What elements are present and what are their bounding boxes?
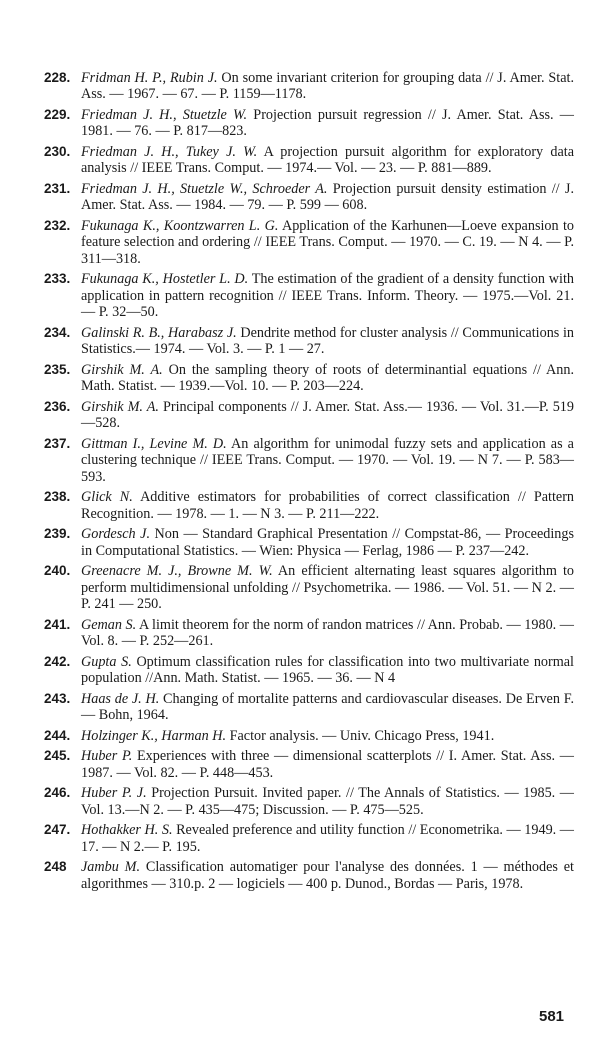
reference-entry [44, 748, 574, 781]
reference-entry [44, 218, 574, 267]
reference-entry [44, 785, 574, 818]
reference-authors: Haas de J. H. [81, 690, 160, 707]
reference-number: 235. [44, 361, 71, 377]
reference-number: 228. [44, 70, 71, 85]
reference-text: Projection pursuit regression // J. Amer. Stat. Ass. — 1981. — 76. — P. 817—823. [81, 107, 574, 140]
reference-text: Changing of mortalite patterns and cardiovascular diseases. De Erven F. — Bohn, 1964. [81, 690, 574, 724]
reference-body [81, 181, 574, 214]
reference-entry [44, 271, 574, 320]
reference-number: 243. [44, 690, 71, 706]
reference-entry [44, 859, 574, 892]
page-number: 581 [539, 1008, 565, 1025]
reference-authors: Girshik M. A. [81, 398, 159, 415]
reference-entry [44, 70, 574, 103]
reference-authors: Fridman H. P., Rubin J. [81, 70, 218, 86]
reference-body [81, 70, 574, 103]
reference-entry [44, 107, 574, 140]
reference-text: An efficient alternating least squares algorithm to perform multidimensional unfolding // Psychometrika. — 1986. — Vol. 51. — N 2. — P. 241 — 250. [81, 563, 574, 613]
reference-authors: Gupta S. [81, 653, 132, 670]
reference-body [81, 822, 574, 855]
reference-authors: Greenacre M. J., Browne M. W. [81, 563, 273, 580]
reference-body [81, 563, 574, 612]
reference-authors: Jambu M. [81, 859, 141, 876]
reference-number: 236. [44, 398, 71, 414]
reference-authors: Girshik M. A. [81, 361, 163, 378]
reference-number: 239. [44, 526, 71, 542]
reference-body [81, 859, 574, 892]
reference-entry [44, 563, 574, 612]
reference-entry [44, 654, 574, 687]
reference-text: Principal components // J. Amer. Stat. Ass.— 1936. — Vol. 31.—P. 519—528. [81, 398, 574, 432]
reference-text: Optimum classification rules for classification into two multivariate normal population //Ann. Math. Statist. — 1965. — 36. — N 4 [81, 653, 574, 687]
reference-entry [44, 617, 574, 650]
reference-authors: Galinski R. B., Harabasz J. [81, 324, 237, 341]
reference-entry [44, 144, 574, 177]
reference-authors: Geman S. [81, 616, 137, 633]
reference-authors: Fukunaga K., Koontzwarren L. G. [81, 218, 279, 234]
reference-body [81, 271, 574, 320]
reference-text: A limit theorem for the norm of randon matrices // Ann. Probab. — 1980. — Vol. 8. — P. 252—261. [81, 616, 574, 650]
reference-text: Additive estimators for probabilities of correct classification // Pattern Recognition. — 1978. — 1. — N 3. — P. 211—222. [81, 489, 575, 522]
reference-authors: Friedman J. H., Stuetzle W. [81, 107, 248, 123]
reference-text: Non — Standard Graphical Presentation // Compstat-86, — Proceedings in Computational Statistics. — Wien: Physica — Ferlag, 1986 — P. 237—242. [81, 526, 574, 559]
reference-number: 234. [44, 324, 71, 340]
reference-body [81, 526, 574, 559]
reference-number: 246. [44, 785, 71, 801]
reference-text: Application of the Karhunen—Loeve expansion to feature selection and ordering // IEEE Trans. Comput. — 1970. — C. 19. — N 4. — P. 311—318. [81, 218, 574, 267]
reference-authors: Glick N. [81, 489, 133, 506]
reference-text: An algorithm for unimodal fuzzy sets and application as a clustering technique // IEEE Trans. Comput. — 1970. — Vol. 19. — N 7. — P. 583—593. [81, 435, 574, 485]
reference-authors: Huber P. [81, 748, 133, 765]
reference-body [81, 617, 574, 650]
reference-body [81, 144, 574, 177]
reference-body [81, 399, 574, 432]
reference-body [81, 489, 574, 522]
reference-text: Classification automatiger pour l'analyse des données. 1 — méthodes et algorithmes — 310.p. 2 — logiciels — 400 p. Dunod., Bordas — Paris, 1978. [81, 859, 574, 892]
reference-number: 241. [44, 616, 71, 632]
reference-number: 244. [44, 727, 71, 743]
reference-body [81, 362, 574, 395]
reference-number: 240. [44, 563, 71, 579]
reference-text: Factor analysis. — Univ. Chicago Press, 1941. [226, 727, 495, 744]
reference-entry [44, 822, 574, 855]
reference-authors: Fukunaga K., Hostetler L. D. [81, 271, 249, 288]
reference-list [44, 70, 574, 896]
reference-entry [44, 436, 574, 485]
reference-body [81, 325, 574, 358]
reference-body [81, 107, 574, 140]
reference-number: 229. [44, 107, 71, 122]
reference-authors: Holzinger K., Harman H. [81, 727, 227, 744]
reference-number: 231. [44, 181, 71, 196]
reference-authors: Hothakker H. S. [81, 822, 173, 839]
reference-number: 237. [44, 435, 71, 451]
reference-entry [44, 489, 574, 522]
reference-number: 232. [44, 218, 71, 233]
reference-entry [44, 181, 574, 214]
reference-body [81, 785, 574, 818]
reference-text: The estimation of the gradient of a density function with application in pattern recognition // IEEE Trans. Inform. Theory. — 1975.—Vol. 21. — P. 32—50. [81, 271, 574, 321]
reference-text: Projection pursuit density estimation // J. Amer. Stat. Ass. — 1984. — 79. — P. 599 — 608. [81, 181, 574, 214]
reference-entry [44, 362, 574, 395]
reference-number: 247. [44, 822, 71, 838]
reference-entry [44, 526, 574, 559]
reference-authors: Gittman I., Levine M. D. [81, 435, 227, 452]
reference-body [81, 691, 574, 724]
reference-number: 248 [44, 859, 67, 875]
reference-number: 233. [44, 271, 71, 287]
reference-number: 238. [44, 489, 71, 505]
reference-entry [44, 399, 574, 432]
reference-number: 245. [44, 748, 71, 764]
reference-entry [44, 691, 574, 724]
reference-text: Experiences with three — dimensional scatterplots // I. Amer. Stat. Ass. — 1987. — Vol. 82. — P. 448—453. [81, 748, 574, 781]
reference-text: Projection Pursuit. Invited paper. // The Annals of Statistics. — 1985. — Vol. 13.—N 2. — P. 435—475; Discussion. — P. 475—525. [81, 785, 574, 818]
reference-body [81, 218, 574, 267]
reference-entry [44, 325, 574, 358]
reference-authors: Friedman J. H., Stuetzle W., Schroeder A. [81, 181, 328, 197]
reference-body [81, 436, 574, 485]
reference-body [81, 748, 574, 781]
reference-authors: Friedman J. H., Tukey J. W. [81, 144, 258, 160]
reference-body [81, 728, 574, 744]
reference-entry [44, 728, 574, 744]
reference-text: Revealed preference and utility function // Econometrika. — 1949. — 17. — N 2.— P. 195. [81, 822, 574, 855]
reference-authors: Gordesch J. [81, 526, 150, 543]
reference-body [81, 654, 574, 687]
reference-text: On some invariant criterion for grouping data // J. Amer. Stat. Ass. — 1967. — 67. — P. 1159—1178. [81, 70, 574, 103]
reference-text: On the sampling theory of roots of determinantial equations // Ann. Math. Statist. — 1939.—Vol. 10. — P. 203—224. [81, 361, 574, 395]
reference-number: 242. [44, 653, 71, 669]
reference-text: A projection pursuit algorithm for exploratory data analysis // IEEE Trans. Comput. — 1974.— Vol. — 23. — P. 881—889. [81, 144, 574, 177]
reference-text: Dendrite method for cluster analysis // Communications in Statistics.— 1974. — Vol. 3. — P. 1 — 27. [81, 324, 574, 358]
reference-number: 230. [44, 144, 71, 159]
reference-authors: Huber P. J. [81, 785, 147, 802]
